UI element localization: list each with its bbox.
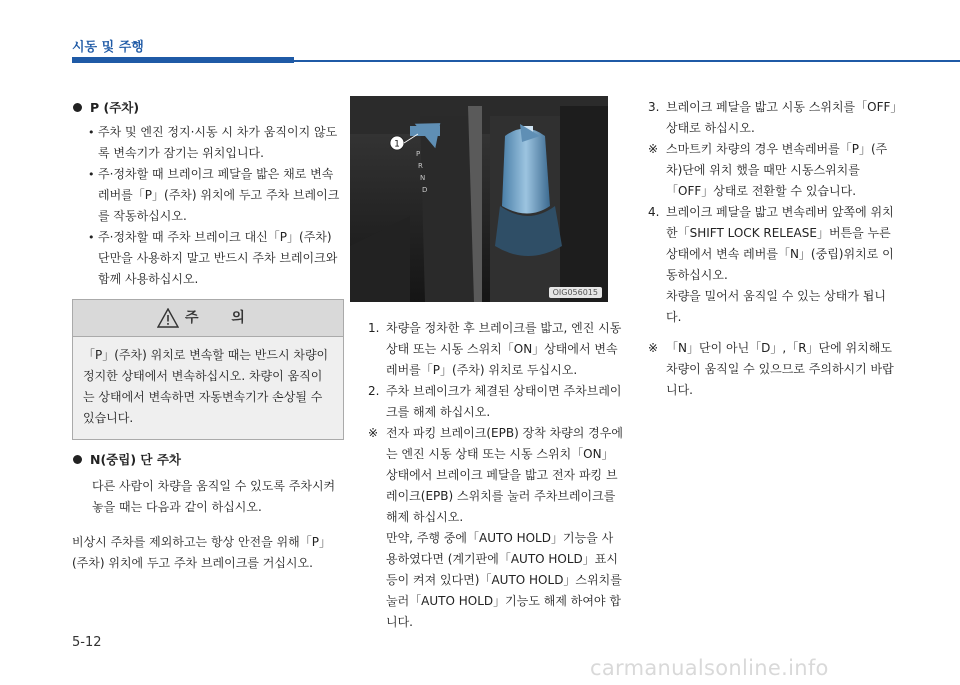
bullet-dot-icon bbox=[73, 103, 82, 112]
n-paragraph: 다른 사람이 차량을 움직일 수 있도록 주차시켜 놓을 때는 다음과 같이 하십시오. bbox=[92, 479, 336, 514]
list-item: ※ 「N」단이 아닌「D」,「R」단에 위치해도 차량이 움직일 수 있으므로 주의하시기 바랍니다. bbox=[648, 341, 894, 397]
list-item: ※ 스마트키 차량의 경우 변속레버를「P」(주차)단에 위치 했을 때만 시동스위치를「OFF」상태로 전환할 수 있습니다. bbox=[648, 142, 888, 198]
gear-letter-n: N bbox=[420, 174, 426, 182]
gear-letter-r: R bbox=[418, 162, 423, 170]
warning-icon bbox=[157, 308, 179, 328]
p-bullet-list bbox=[72, 122, 342, 290]
gear-letter-d: D bbox=[422, 186, 428, 194]
push-note: 차량을 밀어서 움직일 수 있는 상태가 됩니다. bbox=[666, 289, 886, 324]
watermark: carmanualsonline.info bbox=[590, 656, 829, 680]
column-middle bbox=[368, 318, 624, 633]
header-bar-accent bbox=[72, 57, 294, 63]
header-rule bbox=[294, 60, 960, 62]
p-heading: P (주차) bbox=[72, 96, 342, 118]
column-right bbox=[648, 97, 900, 401]
gear-shifter-photo bbox=[350, 96, 608, 302]
page-number: 5-12 bbox=[72, 635, 102, 650]
column-left bbox=[72, 96, 342, 574]
shifter-illustration bbox=[350, 96, 608, 302]
gear-letter-p: P bbox=[416, 150, 421, 158]
list-item: 1. 차량을 정차한 후 브레이크를 밟고, 엔진 시동 상태 또는 시동 스위치「ON」상태에서 변속레버를「P」(주차) 위치로 두십시오. bbox=[368, 321, 622, 377]
caution-title: 주 의 bbox=[185, 309, 259, 326]
epb-note: 전자 파킹 브레이크(EPB) 장착 차량의 경우에는 엔진 시동 상태 또는 시동 스위치「ON」상태에서 브레이크 페달을 밟고 전자 파킹 브레이크(EPB) 스위치를 눌러 주차브레이크를 해제 하십시오. bbox=[386, 426, 623, 524]
caution-text: 「P」(주차) 위치로 변속할 때는 반드시 차량이 정지한 상태에서 변속하십시오. 차량이 움직이는 상태에서 변속하면 자동변속기가 손상될 수 있습니다. bbox=[83, 348, 329, 425]
caution-header bbox=[73, 300, 343, 337]
list-item: • 주·정차할 때 주차 브레이크 대신「P」(주차)단만을 사용하지 말고 반드시 주차 브레이크와 함께 사용하십시오. bbox=[88, 227, 342, 290]
section-title: 시동 및 주행 bbox=[72, 40, 144, 55]
list-item: • 주차 및 엔진 정지·시동 시 차가 움직이지 않도록 변속기가 잠기는 위치입니다. bbox=[88, 122, 342, 164]
safety-paragraph: 비상시 주차를 제외하고는 항상 안전을 위해「P」(주차) 위치에 두고 주차 브레이크를 거십시오. bbox=[72, 535, 331, 570]
image-code: OIG056015 bbox=[549, 287, 602, 298]
shift-lock-step: 브레이크 페달을 밟고 변속레버 앞쪽에 위치한「SHIFT LOCK RELEASE」버튼을 누른 상태에서 변속 레버를「N」(중립)위치로 이동하십시오. bbox=[666, 205, 894, 282]
list-item: 3. 브레이크 페달을 밟고 시동 스위치를「OFF」상태로 하십시오. bbox=[648, 100, 897, 135]
list-item: ※ 전자 파킹 브레이크(EPB) 장착 차량의 경우에는 엔진 시동 상태 또는 시동 스위치「ON」상태에서 브레이크 페달을 밟고 전자 파킹 브레이크(EPB) 스위치를 눌러 주차브레이크를 해제 하십시오. 만약, 주행 중에「AUTO HOLD」기능을 사용하였다면 (계기판에「AUTO HOLD」표시등이 켜져 있다면)「AUTO HOLD」스위치를 눌러「AUTO HOLD」기능도 해제 하여야 합니다. bbox=[368, 426, 623, 629]
n-heading: N(중립) 단 주차 bbox=[72, 448, 342, 470]
callout-number: 1 bbox=[394, 139, 400, 150]
auto-hold-note: 만약, 주행 중에「AUTO HOLD」기능을 사용하였다면 (계기판에「AUTO HOLD」표시등이 켜져 있다면)「AUTO HOLD」스위치를 눌러「AUTO HOLD」기능도 해제 하여야 합니다. bbox=[386, 531, 622, 629]
list-item: 2. 주차 브레이크가 체결된 상태이면 주차브레이크를 해제 하십시오. bbox=[368, 384, 622, 419]
bullet-dot-icon bbox=[73, 455, 82, 464]
list-item: • 주·정차할 때 브레이크 페달을 밟은 채로 변속레버를「P」(주차) 위치에 두고 주차 브레이크를 작동하십시오. bbox=[88, 164, 342, 227]
caution-box bbox=[72, 299, 344, 440]
list-item: 4. 브레이크 페달을 밟고 변속레버 앞쪽에 위치한「SHIFT LOCK RELEASE」버튼을 누른 상태에서 변속 레버를「N」(중립)위치로 이동하십시오. 차량을 밀어서 움직일 수 있는 상태가 됩니다. bbox=[648, 205, 894, 324]
